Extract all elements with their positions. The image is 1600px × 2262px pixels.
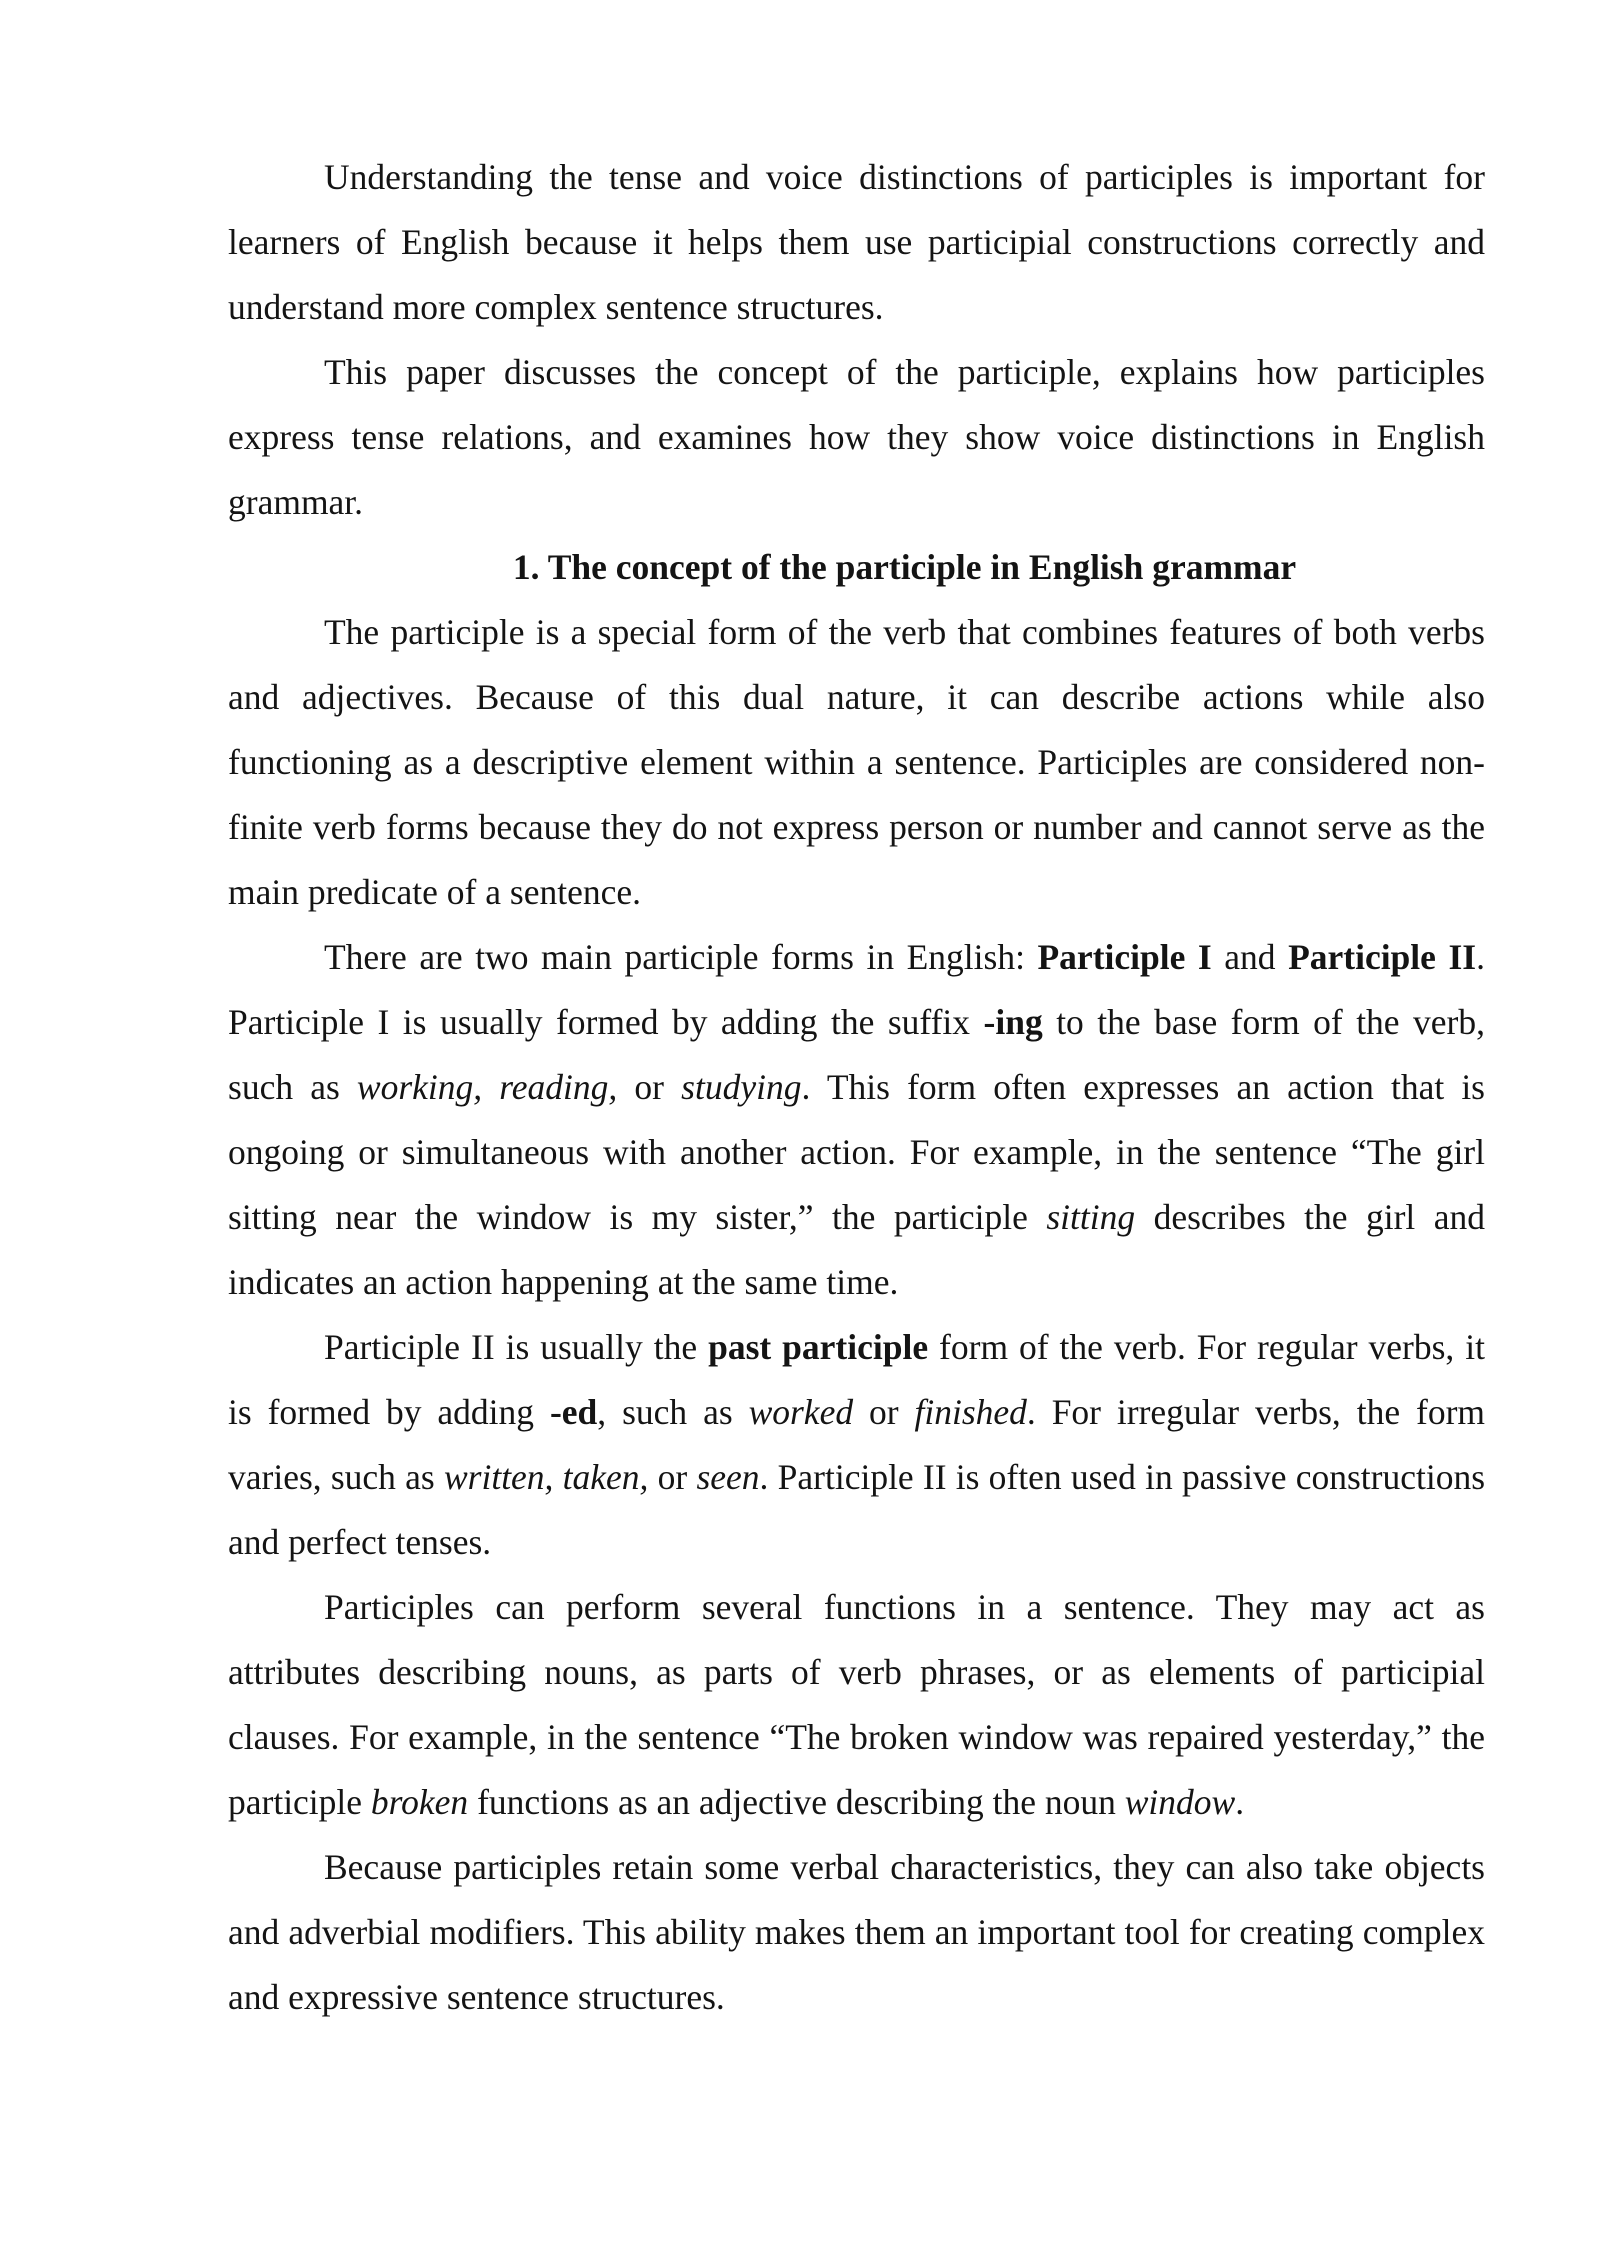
- italic-example: sitting: [1046, 1197, 1136, 1237]
- italic-example: window: [1124, 1782, 1236, 1822]
- text-run: . This form often expresses an action that is ongoing or simultaneous with another action. For example, in the sentence “The girl sitting near the window is my sister,” the participle: [228, 1067, 1485, 1237]
- text-run: describes the girl and indicates an action happening at the same time.: [228, 1197, 1485, 1302]
- italic-example: studying: [681, 1067, 802, 1107]
- text-run: functions as an adjective describing the noun: [468, 1782, 1125, 1822]
- paragraph-participle-concept: The participle is a special form of the verb that combines features of both verbs and adjectives. Because of this dual nature, it can describe actions while also functioning as a descriptive element within a sentence. Participles are considered non-finite verb forms because they do not express person or number and cannot serve as the main predicate of a sentence.: [228, 612, 1485, 912]
- italic-example: working, reading,: [356, 1067, 618, 1107]
- text-run: and: [1211, 937, 1289, 977]
- paragraph-intro-2: This paper discusses the concept of the participle, explains how participles express tense relations, and examines how they show voice distinctions in English grammar.: [228, 352, 1485, 522]
- text-run: or: [648, 1457, 697, 1497]
- paragraph-verbal-characteristics: Because participles retain some verbal characteristics, they can also take objects and adverbial modifiers. This ability makes them an important tool for creating complex and expressive sentence structures.: [228, 1847, 1485, 2017]
- italic-example: broken: [370, 1782, 469, 1822]
- paragraph-participle-forms: [228, 925, 1485, 1315]
- text-run: .: [1235, 1782, 1245, 1822]
- text-run: or: [617, 1067, 682, 1107]
- text-run: or: [853, 1392, 915, 1432]
- text-run: form of the verb. For regular verbs, it is formed by adding: [228, 1327, 1485, 1432]
- bold-term: -ed: [549, 1392, 598, 1432]
- bold-term: Participle I: [1037, 937, 1212, 977]
- text-run: , such as: [597, 1392, 749, 1432]
- text-run: Participles can perform several functions in a sentence. They may act as attributes describing nouns, as parts of verb phrases, or as elements of participial clauses. For example, in the sentence “The broken window was repaired yesterday,” the participle: [228, 1587, 1485, 1822]
- text-run: . Participle I is usually formed by adding the suffix: [228, 937, 1485, 1042]
- italic-example: seen: [696, 1457, 760, 1497]
- text-run: to the base form of the verb, such as: [228, 1002, 1485, 1107]
- text-run: . For irregular verbs, the form varies, such as: [228, 1392, 1486, 1497]
- italic-example: finished: [914, 1392, 1027, 1432]
- bold-term: -ing: [983, 1002, 1043, 1042]
- document-body: [228, 145, 1485, 2030]
- paragraph-intro-1: Understanding the tense and voice distinctions of participles is important for learners of English because it helps them use participial constructions correctly and understand more complex sentence structures.: [228, 157, 1485, 327]
- italic-example: written, taken,: [443, 1457, 649, 1497]
- italic-example: worked: [748, 1392, 854, 1432]
- paragraph-participle-functions: [228, 1575, 1485, 1835]
- bold-term: past participle: [708, 1327, 929, 1367]
- text-run: . Participle II is often used in passive constructions and perfect tenses.: [228, 1457, 1486, 1562]
- section-heading: 1. The concept of the participle in English grammar: [512, 547, 1297, 587]
- paragraph-participle-two: [228, 1315, 1485, 1575]
- text-run: There are two main participle forms in English:: [324, 937, 1038, 977]
- text-run: Participle II is usually the: [324, 1327, 709, 1367]
- bold-term: Participle II: [1288, 937, 1477, 977]
